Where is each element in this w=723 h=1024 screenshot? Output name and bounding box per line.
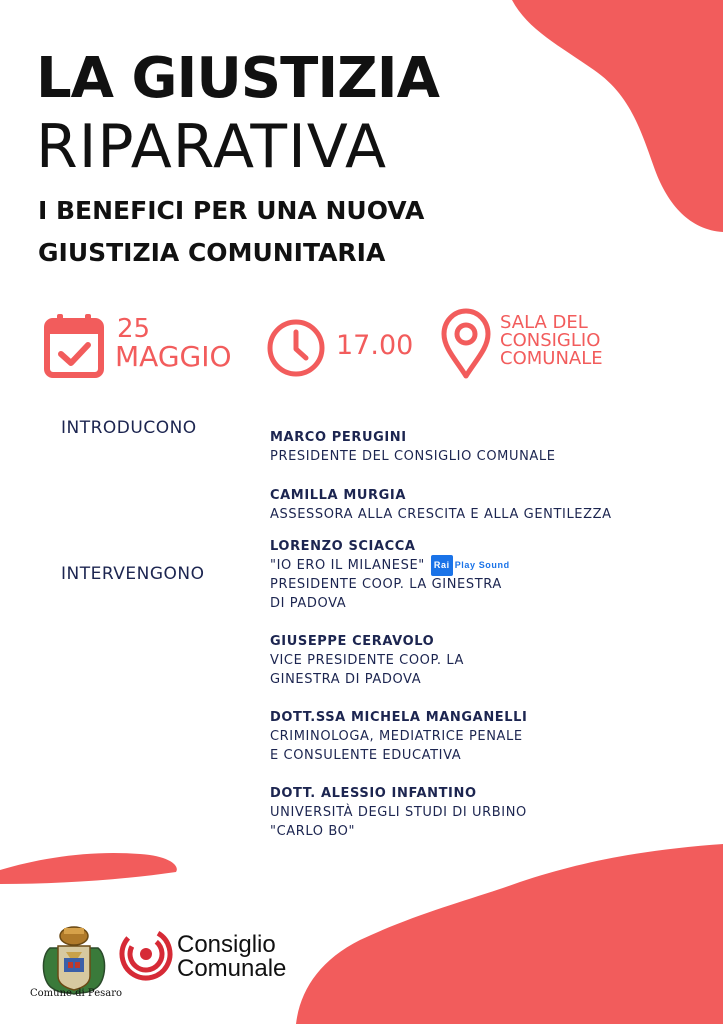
title-line-1: LA GIUSTIZIA	[36, 46, 439, 111]
speaker-name: CAMILLA MURGIA	[270, 488, 407, 503]
speaker-name: DOTT. ALESSIO INFANTINO	[270, 786, 477, 801]
speaker-role: PRESIDENTE DEL CONSIGLIO COMUNALE	[270, 449, 556, 464]
raiplay-sound-logo	[431, 559, 510, 573]
speaker-name: DOTT.SSA MICHELA MANGANELLI	[270, 710, 528, 725]
clock-icon	[266, 318, 326, 378]
calendar-check-icon	[44, 312, 104, 378]
speaker-role: GINESTRA DI PADOVA	[270, 672, 422, 687]
speaker-list	[270, 428, 710, 841]
venue-line-3: COMUNALE	[500, 348, 603, 369]
speaker-role: PRESIDENTE COOP. LA GINESTRA	[270, 577, 502, 592]
consiglio-comunale-logo-icon	[118, 926, 174, 982]
speaker-role: UNIVERSITÀ DEGLI STUDI DI URBINO	[270, 805, 527, 820]
location-pin-icon	[440, 308, 492, 380]
subtitle-line-2: GIUSTIZIA COMUNITARIA	[38, 238, 386, 267]
venue-line-2: CONSIGLIO	[500, 330, 601, 351]
speaker-role-line	[270, 556, 710, 575]
speaker-role: DI PADOVA	[270, 596, 347, 611]
speaker-item	[270, 708, 710, 765]
speaker-role: "IO ERO IL MILANESE"	[270, 558, 425, 573]
speaker-item	[270, 537, 710, 613]
event-day: 25	[117, 314, 151, 344]
event-time: 17.00	[336, 330, 414, 361]
section-label-introducono: INTRODUCONO	[61, 418, 197, 438]
speaker-item	[270, 632, 710, 689]
speaker-role: E CONSULENTE EDUCATIVA	[270, 748, 462, 763]
speaker-name: GIUSEPPE CERAVOLO	[270, 634, 435, 649]
title-line-2: RIPARATIVA	[36, 112, 388, 182]
rai-logo-text: Rai	[431, 555, 453, 576]
speaker-role: ASSESSORA ALLA CRESCITA E ALLA GENTILEZZA	[270, 507, 612, 522]
speaker-role: "CARLO BO"	[270, 824, 356, 839]
consiglio-logo-line-2: Comunale	[177, 955, 287, 982]
speaker-role: CRIMINOLOGA, MEDIATRICE PENALE	[270, 729, 523, 744]
speaker-name: MARCO PERUGINI	[270, 430, 407, 445]
pesaro-caption: Comune di Pesaro	[30, 988, 123, 999]
speaker-name: LORENZO SCIACCA	[270, 539, 416, 554]
venue-line-1: SALA DEL	[500, 312, 588, 333]
speaker-item	[270, 784, 710, 841]
subtitle-line-1: I BENEFICI PER UNA NUOVA	[38, 196, 425, 225]
event-month: MAGGIO	[115, 340, 232, 373]
speaker-item	[270, 428, 710, 466]
speaker-role: VICE PRESIDENTE COOP. LA	[270, 653, 465, 668]
consiglio-logo-line-1: Consiglio	[177, 931, 276, 958]
speaker-item	[270, 486, 710, 524]
section-label-intervengono: INTERVENGONO	[61, 564, 205, 584]
playsound-logo-text: Play Sound	[454, 560, 510, 570]
